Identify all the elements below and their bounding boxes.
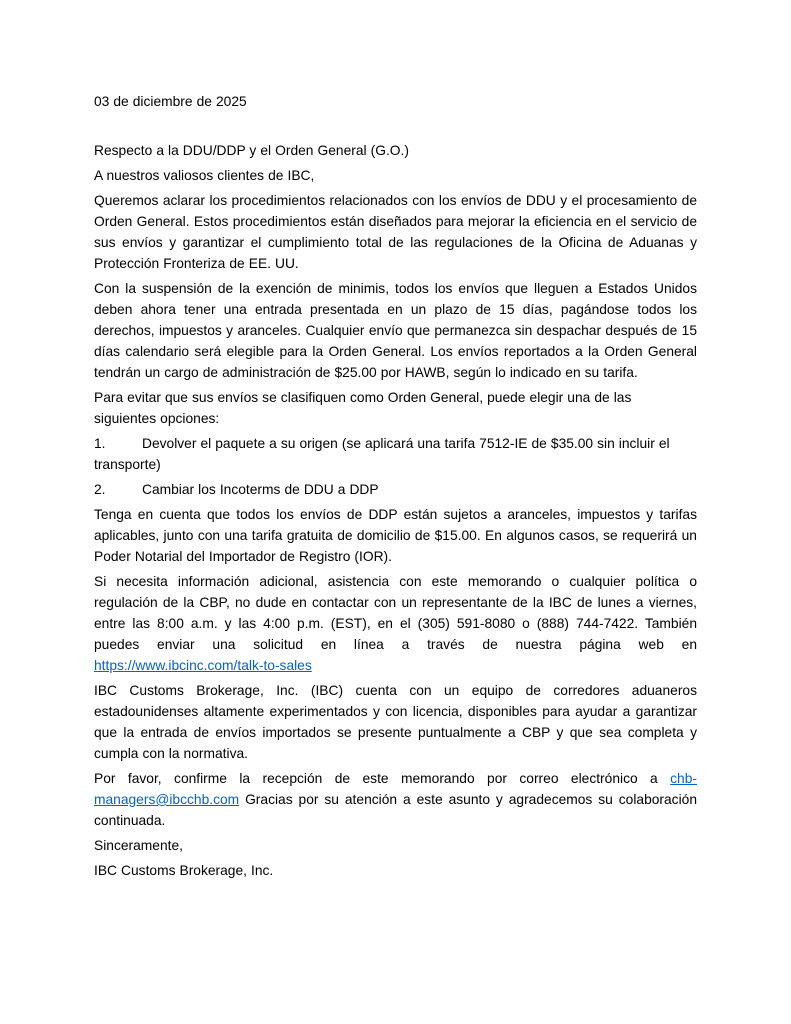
subject-line: Respecto a la DDU/DDP y el Orden General (G.O.) — [94, 143, 409, 158]
date-line: 03 de diciembre de 2025 — [94, 94, 247, 109]
salutation: A nuestros valiosos clientes de IBC, — [94, 168, 315, 183]
paragraph-confirm — [94, 768, 697, 831]
paragraph-contact — [94, 571, 697, 676]
closing: Sinceramente, — [94, 838, 183, 853]
paragraph-contact-text: Si necesita información adicional, asistencia con este memorando o cualquier política o regulación de la CBP, no dude en contactar con un representante de la IBC de lunes a viernes, entre las 8:00 a.m. y las 4:00 p.m. (EST), en el (305) 591-8080 o (888) 744-7422. También puedes enviar una solicitud en línea a través de nuestra página web en — [94, 574, 697, 652]
email-link[interactable]: chb-managers@ibcchb.com — [94, 771, 697, 807]
paragraph-options-intro: Para evitar que sus envíos se clasifiquen como Orden General, puede elegir una de las siguientes opciones: — [94, 390, 632, 426]
paragraph-confirm-text-before: Por favor, confirme la recepción de este memorando por correo electrónico a — [94, 771, 671, 786]
signature: IBC Customs Brokerage, Inc. — [94, 863, 274, 878]
paragraph-team: IBC Customs Brokerage, Inc. (IBC) cuenta con un equipo de corredores aduaneros estadounidenses altamente experimentados y con licencia, disponibles para ayudar a garantizar que la entrada de envíos importados se presente puntualmente a CBP y que sea completa y cumpla con la normativa. — [94, 683, 697, 761]
paragraph-confirm-text-after: Gracias por su atención a este asunto y agradecemos su colaboración continuada. — [94, 792, 697, 828]
option-number-1: 1. — [94, 436, 106, 451]
paragraph-ddp-note: Tenga en cuenta que todos los envíos de DDP están sujetos a aranceles, impuestos y tarifas aplicables, junto con una tarifa gratuita de domicilio de $15.00. En algunos casos, se requerirá un Poder Notarial del Importador de Registro (IOR). — [94, 507, 697, 564]
option-text-2: Cambiar los Incoterms de DDU a DDP — [142, 482, 379, 497]
option-text-1: Devolver el paquete a su origen (se aplicará una tarifa 7512-IE de $35.00 sin incluir el transporte) — [94, 436, 670, 472]
website-link[interactable]: https://www.ibcinc.com/talk-to-sales — [94, 658, 312, 673]
option-item-1 — [94, 433, 697, 475]
option-number-2: 2. — [94, 482, 106, 497]
paragraph-de-minimis: Con la suspensión de la exención de minimis, todos los envíos que lleguen a Estados Unidos deben ahora tener una entrada presentada en un plazo de 15 días, pagándose todos los derechos, impuestos y aranceles. Cualquier envío que permanezca sin despachar después de 15 días calendario será elegible para la Orden General. Los envíos reportados a la Orden General tendrán un cargo de administración de $25.00 por HAWB, según lo indicado en su tarifa. — [94, 281, 697, 380]
option-item-2 — [94, 479, 697, 500]
paragraph-intro: Queremos aclarar los procedimientos relacionados con los envíos de DDU y el procesamiento de Orden General. Estos procedimientos están diseñados para mejorar la eficiencia en el servicio de sus envíos y garantizar el cumplimiento total de las regulaciones de la Oficina de Aduanas y Protección Fronteriza de EE. UU. — [94, 193, 697, 271]
